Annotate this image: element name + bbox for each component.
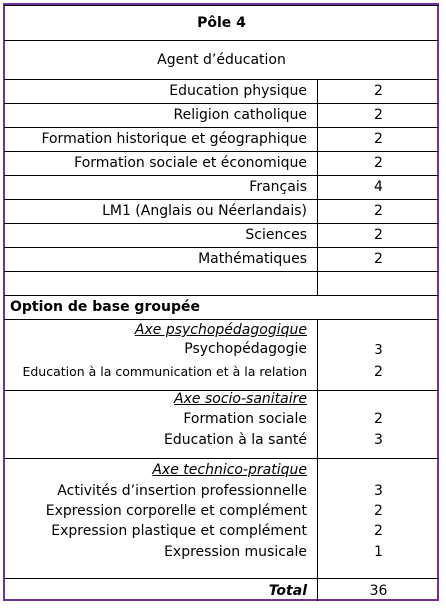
course-hours: 2 xyxy=(374,155,383,171)
course-name: Formation historique et géographique xyxy=(41,131,307,147)
option-course-name: Expression corporelle et complément xyxy=(45,503,307,519)
option-title: Option de base groupée xyxy=(10,299,200,315)
course-name: Mathématiques xyxy=(198,251,307,267)
course-hours: 2 xyxy=(374,131,383,147)
row-line xyxy=(4,103,439,104)
course-name: Formation sociale et économique xyxy=(74,155,307,171)
row-line xyxy=(4,40,439,41)
option-course-name: Education à la santé xyxy=(164,432,307,448)
course-name: LM1 (Anglais ou Néerlandais) xyxy=(102,203,307,219)
course-hours: 4 xyxy=(374,179,383,195)
course-hours: 2 xyxy=(374,83,383,99)
row-line xyxy=(4,79,439,80)
axis-title: Axe socio-sanitaire xyxy=(174,391,307,407)
course-name: Sciences xyxy=(245,227,307,243)
option-course-hours: 1 xyxy=(374,544,383,560)
option-course-hours: 3 xyxy=(374,343,383,358)
row-line xyxy=(4,458,439,459)
row-line xyxy=(4,127,439,128)
course-name: Religion catholique xyxy=(173,107,307,123)
table-subtitle: Agent d’éducation xyxy=(157,52,286,68)
course-hours: 2 xyxy=(374,227,383,243)
row-line xyxy=(4,199,439,200)
row-line xyxy=(4,578,439,579)
option-course-hours: 2 xyxy=(374,523,383,539)
option-course-hours: 2 xyxy=(374,364,383,380)
course-hours: 2 xyxy=(374,203,383,219)
option-course-hours: 2 xyxy=(374,411,383,427)
option-course-name: Expression musicale xyxy=(164,544,307,560)
option-course-hours: 2 xyxy=(374,503,383,519)
axis-title: Axe technico-pratique xyxy=(152,462,307,478)
course-hours: 2 xyxy=(374,107,383,123)
total-label: Total xyxy=(268,583,307,599)
course-hours: 2 xyxy=(374,251,383,267)
row-line xyxy=(4,319,439,320)
option-course-name: Education à la communication et à la relation xyxy=(22,364,307,379)
row-line xyxy=(4,5,439,6)
row-line xyxy=(4,151,439,152)
row-line xyxy=(4,271,439,272)
total-value: 36 xyxy=(369,583,388,599)
option-course-name: Formation sociale xyxy=(183,411,307,427)
table-title: Pôle 4 xyxy=(197,15,246,31)
option-course-hours: 3 xyxy=(374,483,383,499)
option-course-hours: 3 xyxy=(374,432,383,448)
row-line xyxy=(4,223,439,224)
option-course-name: Activités d’insertion professionnelle xyxy=(57,483,307,499)
option-course-name: Psychopédagogie xyxy=(184,341,307,357)
row-line xyxy=(4,295,439,296)
row-line xyxy=(4,247,439,248)
course-name: Français xyxy=(249,179,307,195)
course-name: Education physique xyxy=(169,83,307,99)
option-course-name: Expression plastique et complément xyxy=(51,523,307,539)
axis-title: Axe psychopédagogique xyxy=(134,322,307,338)
row-line xyxy=(4,175,439,176)
